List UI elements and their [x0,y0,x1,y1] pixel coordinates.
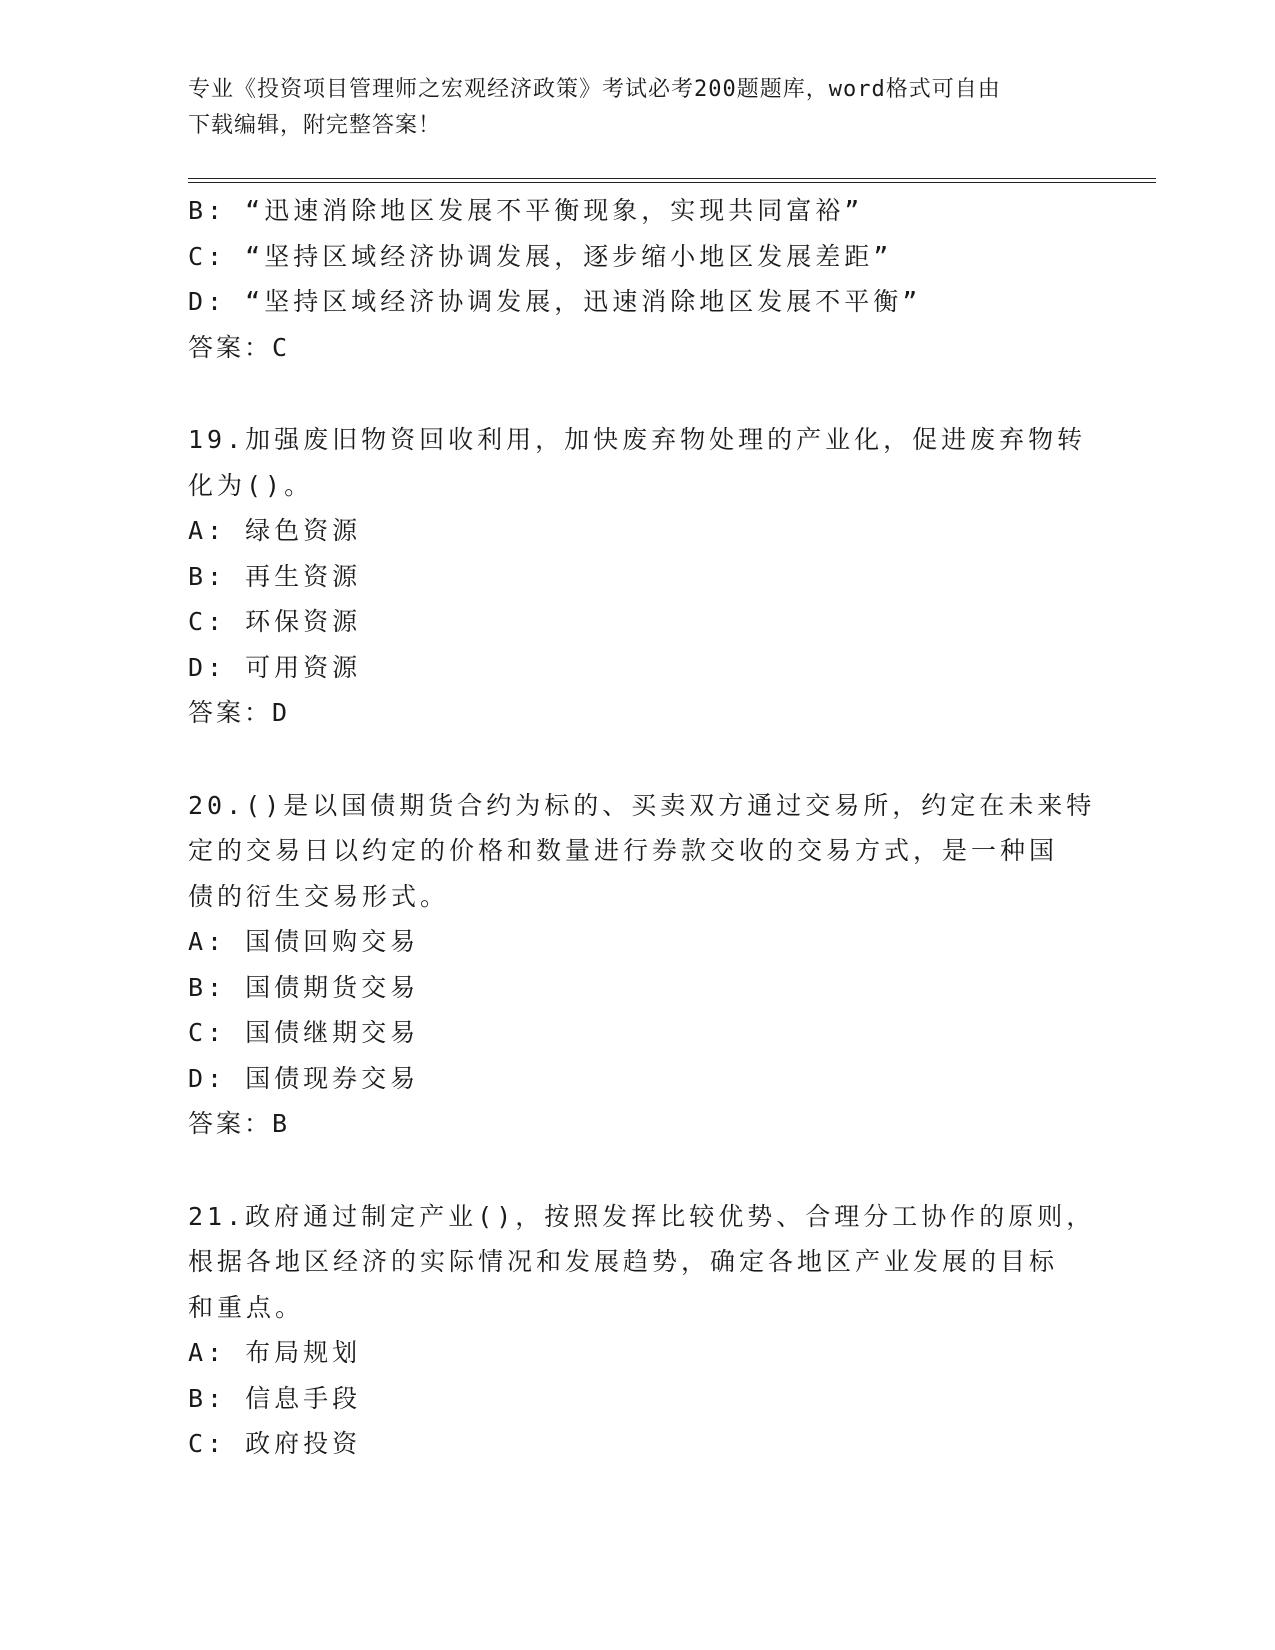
question-20 [188,783,1096,1147]
question-stem-line: 根据各地区经济的实际情况和发展趋势，确定各地区产业发展的目标 [188,1247,1059,1276]
question-stem-line: 19.加强废旧物资回收利用，加快废弃物处理的产业化，促进废弃物转 [188,425,1087,454]
answer: 答案：C [188,332,291,362]
option-b: B: 国债期货交易 [188,972,420,1002]
header-line-1: 专业《投资项目管理师之宏观经济政策》考试必考200题题库，word格式可自由 [188,77,1001,102]
option-d: D: 可用资源 [188,652,362,682]
answer: 答案：D [188,698,291,727]
header-divider [188,178,1156,183]
spacer [188,1147,1088,1194]
option-d: D: “坚持区域经济协调发展，迅速消除地区发展不平衡” [188,287,922,316]
document-header [188,72,1068,144]
option-c: C: 政府投资 [188,1429,362,1458]
spacer [188,736,1088,783]
option-b: B: 信息手段 [188,1383,362,1413]
header-line-2: 下载编辑，附完整答案！ [188,113,442,138]
option-a: A: 布局规划 [188,1338,362,1367]
question-stem-line: 和重点。 [188,1292,305,1322]
answer: 答案：B [188,1109,291,1138]
option-d: D: 国债现券交易 [188,1063,420,1093]
question-stem-line: 化为()。 [188,470,314,500]
option-a: A: 国债回购交易 [188,927,420,956]
option-b: B: “迅速消除地区发展不平衡现象，实现共同富裕” [188,196,864,225]
question-stem-line: 21.政府通过制定产业()，按照发挥比较优势、合理分工协作的原则， [188,1201,1096,1231]
spacer [188,370,1088,417]
option-b: B: 再生资源 [188,561,362,591]
question-21 [188,1194,1096,1467]
option-c: C: 国债继期交易 [188,1018,420,1047]
question-stem-line: 定的交易日以约定的价格和数量进行券款交收的交易方式，是一种国 [188,836,1059,865]
option-a: A: 绿色资源 [188,516,362,545]
question-stem-line: 债的衍生交易形式。 [188,881,450,911]
question-list [188,188,1096,1467]
question-18-tail [188,188,1088,370]
question-19 [188,417,1088,736]
option-c: C: 环保资源 [188,607,362,636]
question-stem-line: 20.()是以国债期货合约为标的、买卖双方通过交易所，约定在未来特 [188,790,1096,820]
option-c: C: “坚持区域经济协调发展，逐步缩小地区发展差距” [188,241,893,271]
